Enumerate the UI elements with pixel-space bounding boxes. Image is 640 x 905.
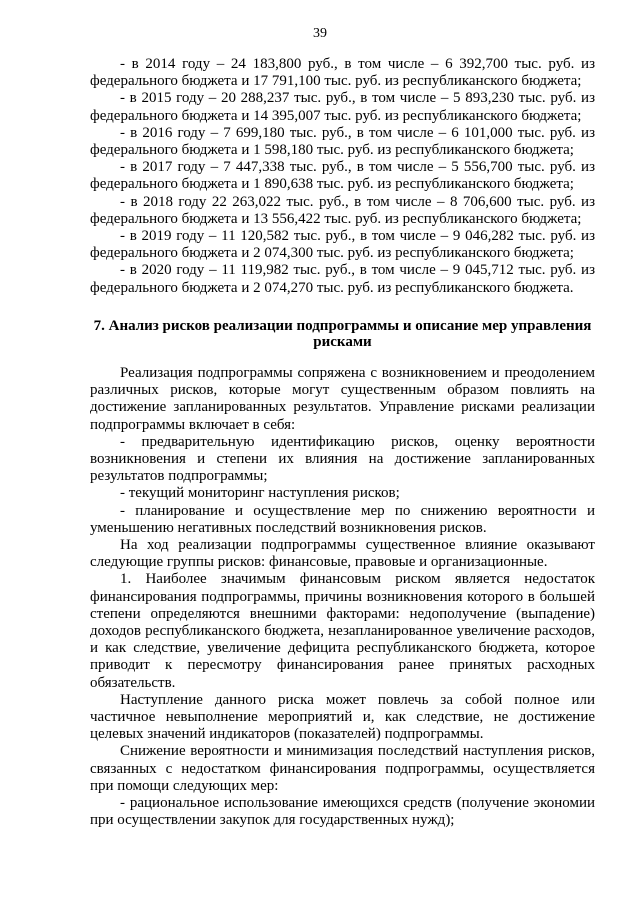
risk-consequence-paragraph: Наступление данного риска может повлечь за собой полное или частичное невыполнение мероприятий и, как следствие, не достижение целевых значений индикаторов (показателей) подпрограммы. (90, 691, 595, 743)
intro-paragraph: Реализация подпрограммы сопряжена с возникновением и преодолением различных рисков, которые могут существенным образом повлиять на достижение запланированных результатов. Управление рисками реализации подпрограммы включает в себя: (90, 365, 595, 433)
budget-list (90, 56, 595, 297)
budget-item-2015: - в 2015 году – 20 288,237 тыс. руб., в том числе – 5 893,230 тыс. руб. из федерального бюджета и 14 395,007 тыс. руб. из республиканского бюджета; (90, 90, 595, 124)
risks-section-body (90, 365, 595, 829)
list-item-rational-use: - рациональное использование имеющихся средств (получение экономии при осуществлении закупок для государственных нужд); (90, 795, 595, 829)
budget-item-2018: - в 2018 году 22 263,022 тыс. руб., в том числе – 8 706,600 тыс. руб. из федерального бюджета и 13 556,422 тыс. руб. из республиканского бюджета; (90, 193, 595, 227)
mitigation-paragraph: Снижение вероятности и минимизация последствий наступления рисков, связанных с недостатком финансирования подпрограммы, осуществляется при помощи следующих мер: (90, 743, 595, 794)
section-heading: 7. Анализ рисков реализации подпрограммы и описание мер управления рисками (93, 318, 592, 350)
budget-item-2019: - в 2019 году – 11 120,582 тыс. руб., в том числе – 9 046,282 тыс. руб. из федерального бюджета и 2 074,300 тыс. руб. из республиканского бюджета; (90, 228, 595, 262)
financial-risk-paragraph: 1. Наиболее значимым финансовым риском является недостаток финансирования подпрограммы, причины возникновения которого в большей степени определяются внешними факторами: недополучение (выпадение) доходов республиканского бюджета, незапланированное увеличение расходов, и как следствие, увеличение дефицита республиканского бюджета, которое приводит к пересмотру финансирования ранее принятых расходных обязательств. (90, 571, 595, 691)
risk-groups-paragraph: На ход реализации подпрограммы существенное влияние оказывают следующие группы рисков: финансовые, правовые и организационные. (90, 537, 595, 571)
budget-item-2016: - в 2016 году – 7 699,180 тыс. руб., в том числе – 6 101,000 тыс. руб. из федерального бюджета и 1 598,180 тыс. руб. из республиканского бюджета; (90, 124, 595, 159)
list-item-identification: - предварительную идентификацию рисков, оценку вероятности возникновения и степени их влияния на достижение запланированных результатов подпрограммы; (90, 433, 595, 485)
list-item-monitoring: - текущий мониторинг наступления рисков; (120, 485, 400, 502)
budget-item-2020: - в 2020 году – 11 119,982 тыс. руб., в том числе – 9 045,712 тыс. руб. из федерального бюджета и 2 074,270 тыс. руб. из республиканского бюджета. (90, 262, 595, 296)
page-number: 39 (313, 26, 327, 41)
budget-item-2014: - в 2014 году – 24 183,800 руб., в том числе – 6 392,700 тыс. руб. из федерального бюджета и 17 791,100 тыс. руб. из республиканского бюджета; (90, 56, 595, 90)
list-item-planning: - планирование и осуществление мер по снижению вероятности и уменьшению негативных последствий возникновения рисков. (90, 502, 595, 536)
budget-item-2017: - в 2017 году – 7 447,338 тыс. руб., в том числе – 5 556,700 тыс. руб. из федерального бюджета и 1 890,638 тыс. руб. из республиканского бюджета; (90, 159, 595, 193)
